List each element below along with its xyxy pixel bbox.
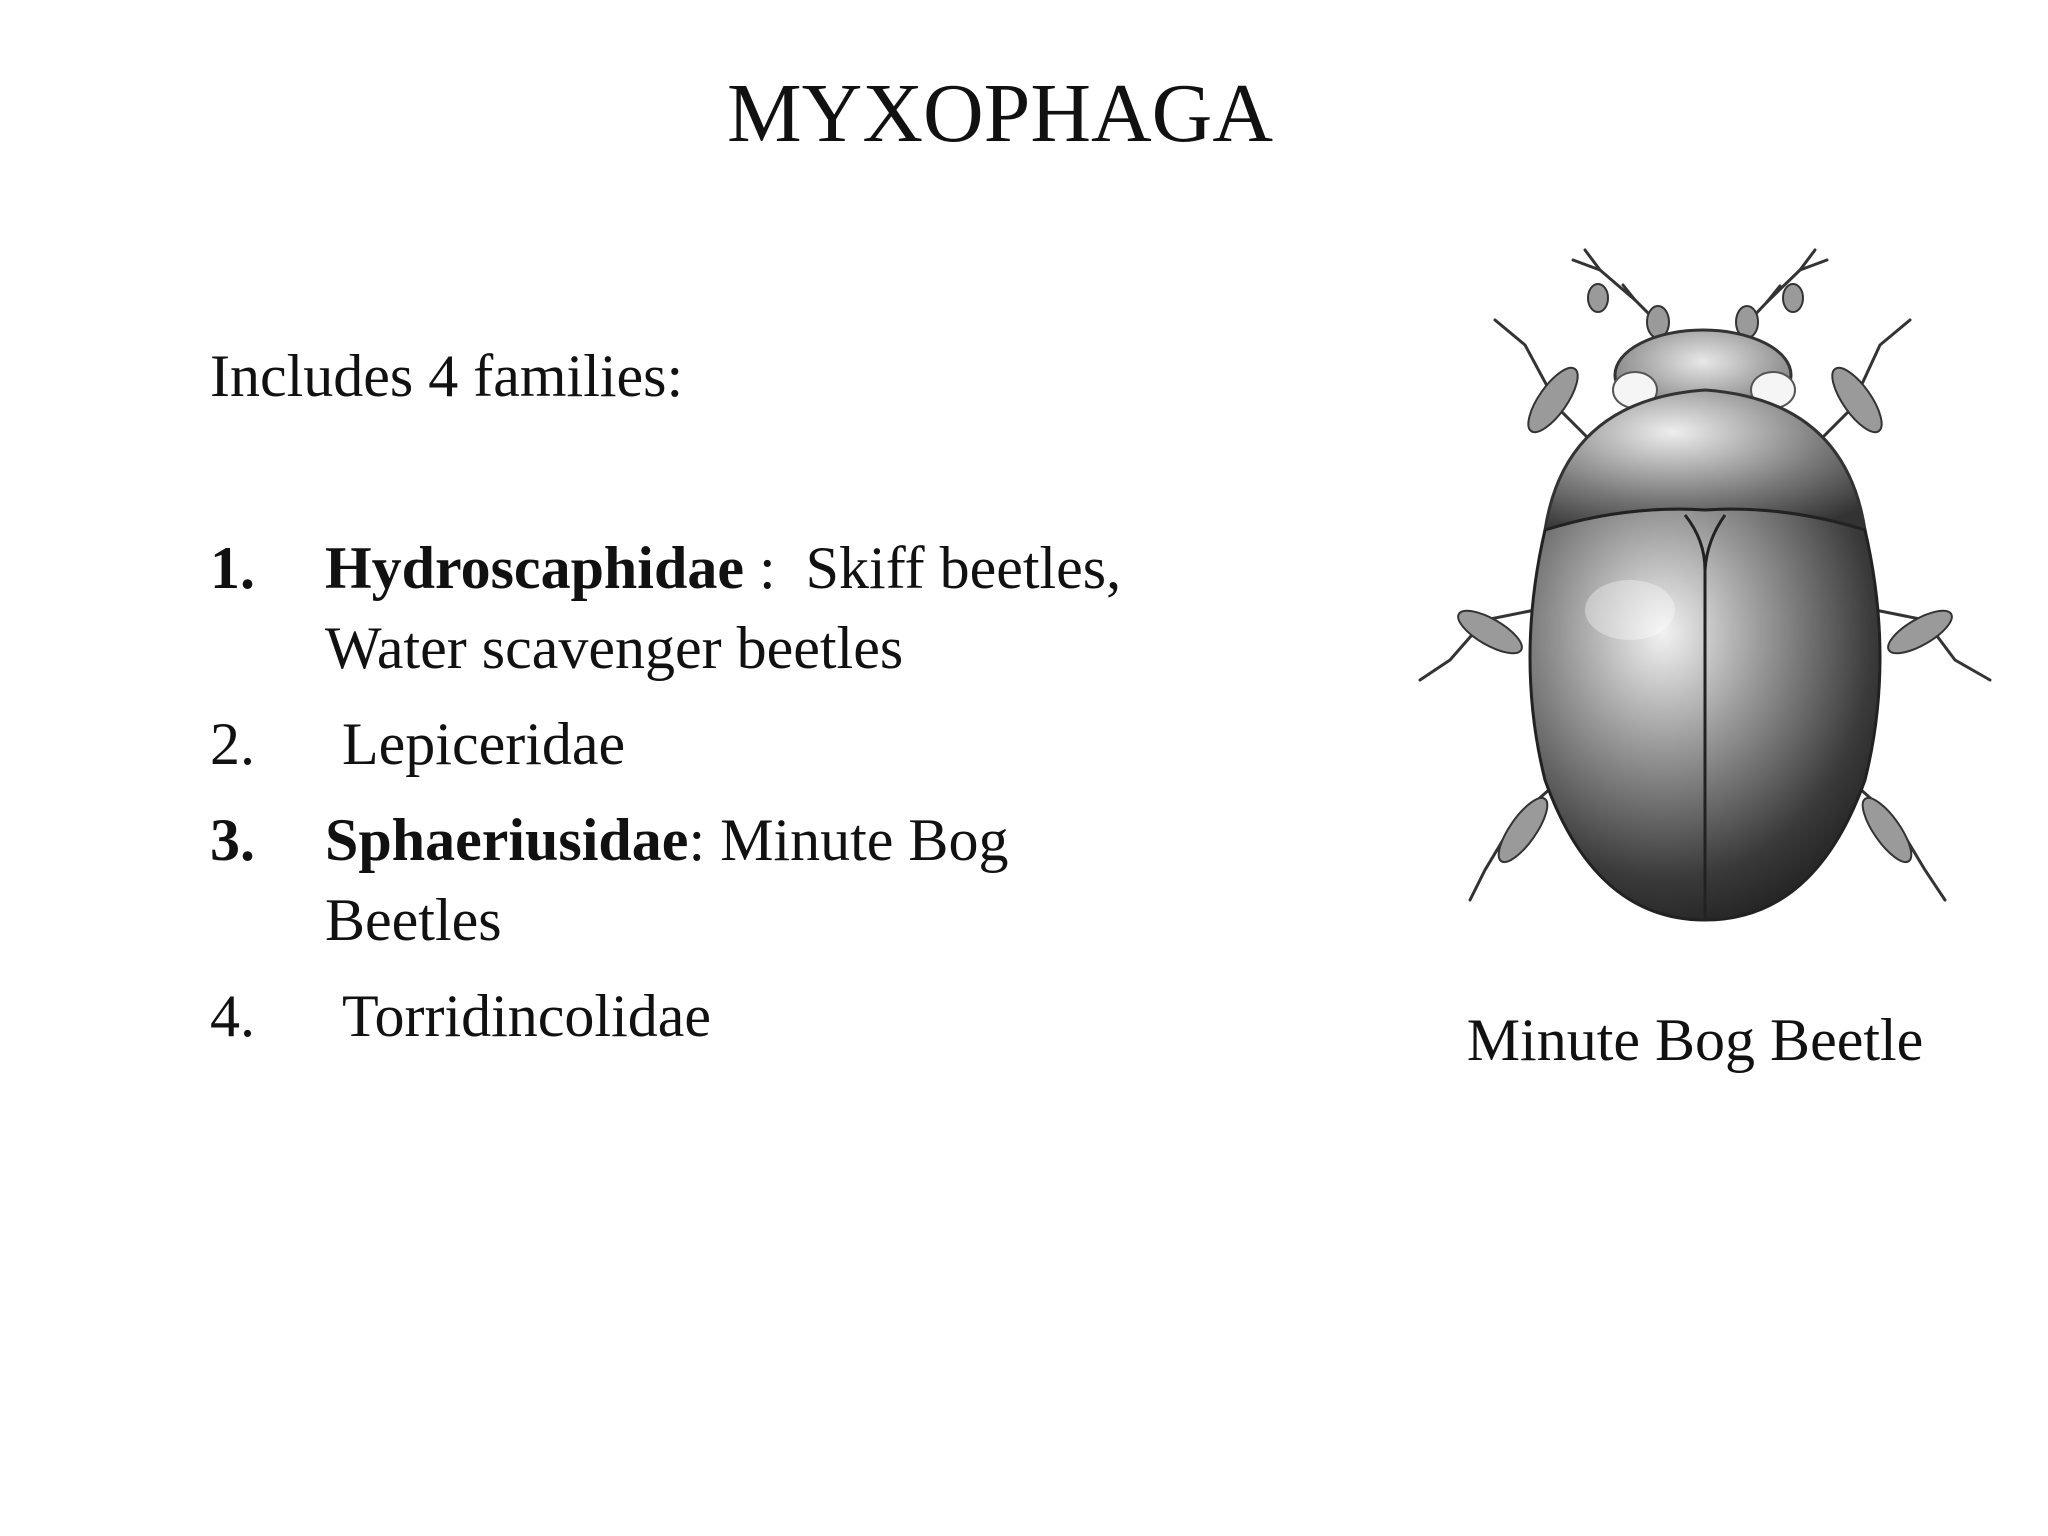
list-number: 4. [210,983,255,1049]
figure-caption: Minute Bog Beetle [1466,1007,1924,1073]
family-name: Sphaeriusidae [325,807,689,873]
intro-text: Includes 4 families: [210,343,684,409]
list-number: 2. [210,711,255,777]
family-list [210,528,1360,1072]
list-number: 1. [210,535,255,601]
family-name: Torridincolidae [342,983,711,1049]
family-name: Lepiceridae [342,711,626,777]
family-item-sphaeriusidae [210,800,1360,960]
family-separator: : [688,807,721,873]
family-name: Hydroscaphidae [325,535,744,601]
family-item-hydroscaphidae [210,528,1360,688]
beetle-figure [1395,240,2015,940]
slide-title: MYXOPHAGA [726,67,1274,160]
family-common-name-line2: Beetles [325,887,502,953]
family-separator: : [743,535,806,601]
family-common-name: Minute Bog [720,807,1009,873]
family-common-name-line2: Water scavenger beetles [325,615,904,681]
list-number: 3. [210,807,255,873]
beetle-illustration-icon [1395,240,2015,940]
family-item-torridincolidae [210,976,1360,1056]
family-item-lepiceridae [210,704,1360,784]
family-common-name: Skiff beetles, [805,535,1122,601]
